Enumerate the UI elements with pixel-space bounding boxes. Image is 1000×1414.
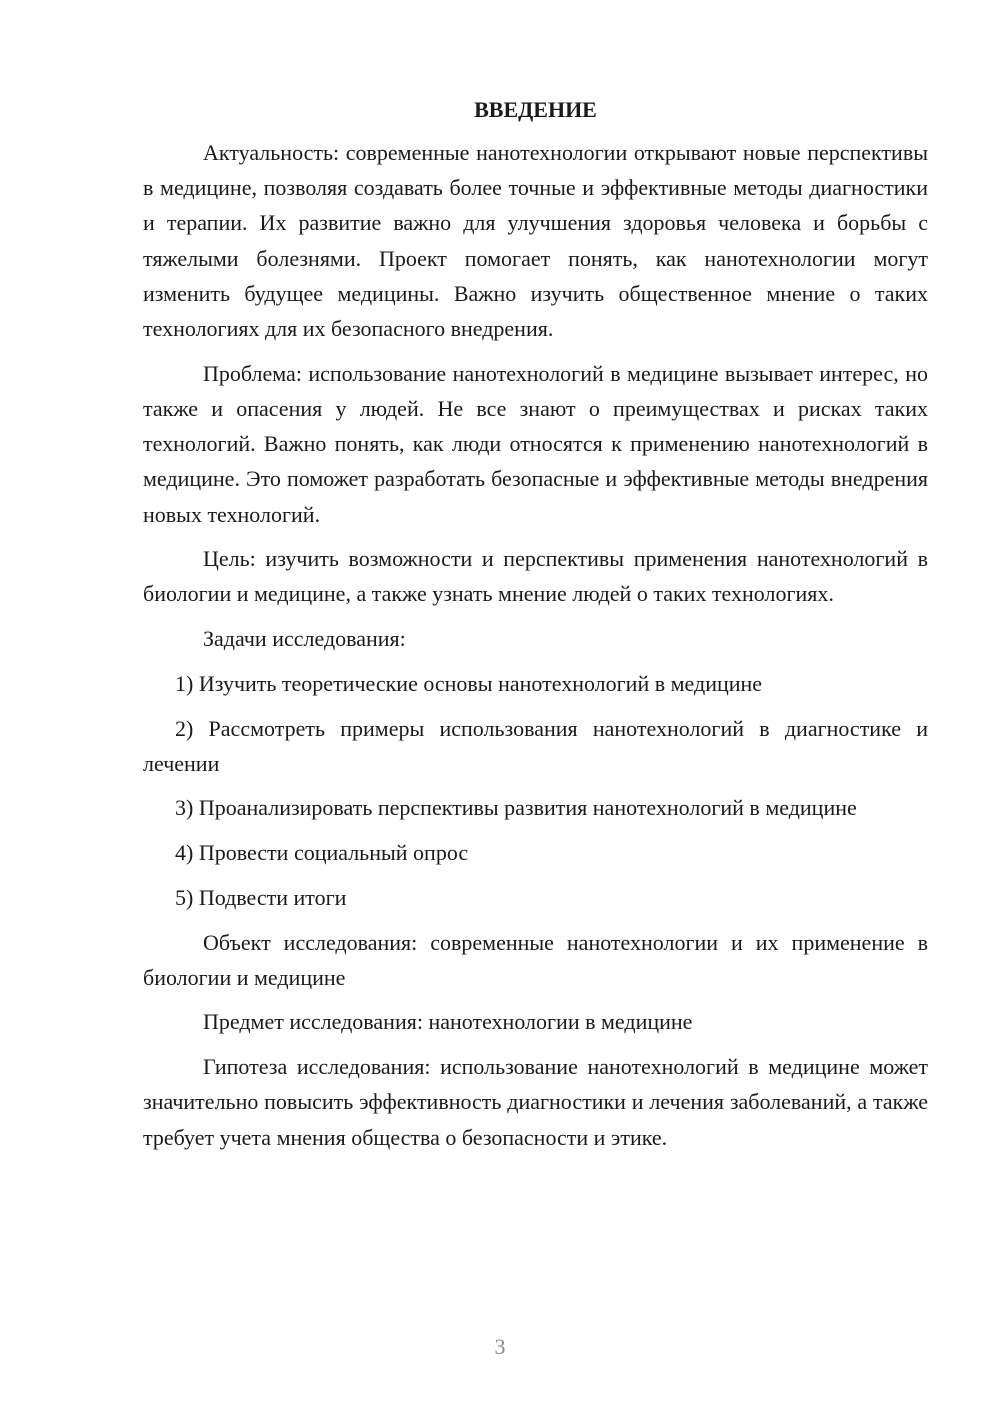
- hypothesis-paragraph: Гипотеза исследования: использование нанотехнологий в медицине может значительно повысить эффективность диагностики и лечения заболеваний, а также требует учета мнения общества о безопасности и этике.: [143, 1054, 928, 1150]
- task-item: 5) Подвести итоги: [175, 884, 347, 910]
- relevance-paragraph: Актуальность: современные нанотехнологии открывают новые перспективы в медицине, позволяя создавать более точные и эффективные методы диагностики и терапии. Их развитие важно для улучшения здоровья человека и борьбы с тяжелыми болезнями. Проект помогает понять, как нанотехнологии могут изменить будущее медицины. Важно изучить общественное мнение о таких технологиях для их безопасного внедрения.: [143, 140, 928, 342]
- page-number: 3: [494, 1334, 506, 1359]
- tasks-heading: Задачи исследования:: [203, 626, 406, 652]
- task-item: 3) Проанализировать перспективы развития нанотехнологий в медицине: [175, 795, 857, 821]
- task-item: 4) Провести социальный опрос: [175, 840, 469, 866]
- task-item: 2) Рассмотреть примеры использования нанотехнологий в диагностике и лечении: [143, 715, 928, 776]
- task-item: 1) Изучить теоретические основы нанотехнологий в медицине: [175, 670, 763, 696]
- problem-paragraph: Проблема: использование нанотехнологий в медицине вызывает интерес, но также и опасения у людей. Не все знают о преимуществах и рисках таких технологий. Важно понять, как люди относятся к применению нанотехнологий в медицине. Это поможет разработать безопасные и эффективные методы внедрения новых технологий.: [143, 360, 928, 527]
- goal-paragraph: Цель: изучить возможности и перспективы применения нанотехнологий в биологии и медицине, а также узнать мнение людей о таких технологиях.: [143, 546, 928, 607]
- page-content: [143, 92, 928, 1164]
- page-title: ВВЕДЕНИЕ: [474, 97, 597, 122]
- research-object-paragraph: Объект исследования: современные нанотехнологии и их применение в биологии и медицине: [143, 929, 928, 990]
- research-subject-paragraph: Предмет исследования: нанотехнологии в медицине: [203, 1009, 693, 1035]
